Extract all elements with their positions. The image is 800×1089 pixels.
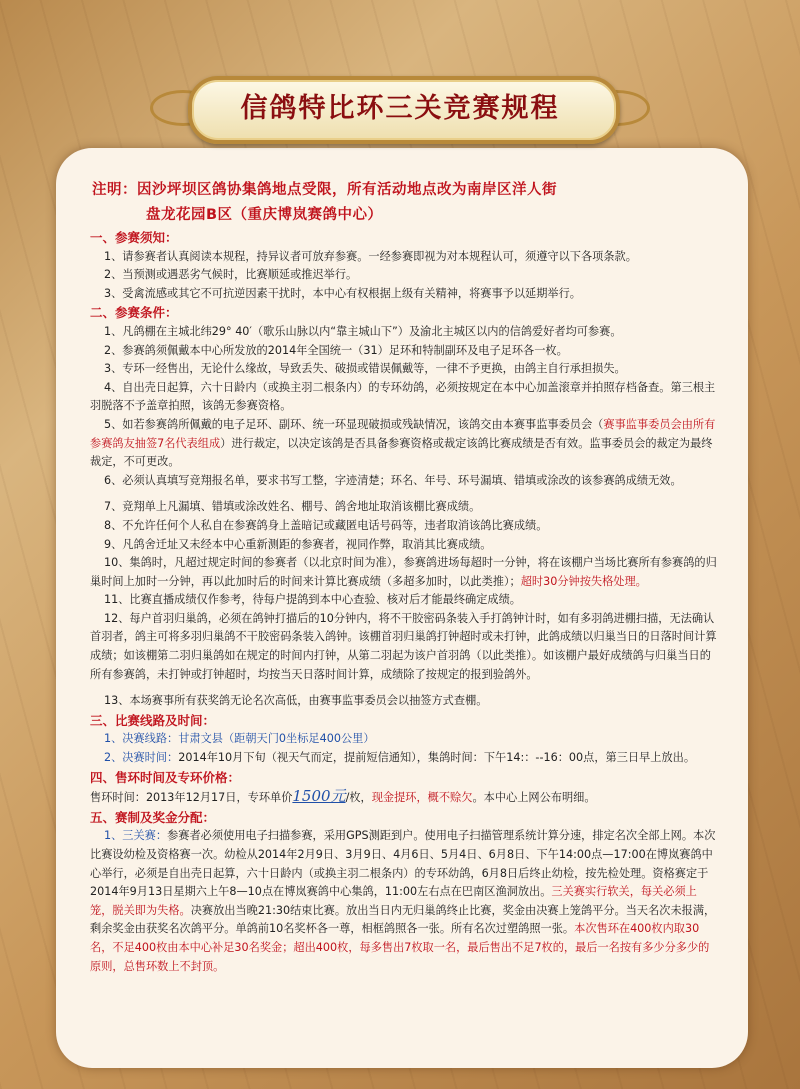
rule-1-3: 3、受禽流感或其它不可抗逆因素干扰时，本中心有权根据上级有关精神，将赛事予以延期举行。	[104, 286, 581, 300]
ring-sale-text-b: /枚，	[345, 791, 372, 805]
rule-2-11: 11、比赛直播成绩仅作参考，待每户提鸽到本中心查验、核对后才能最终确定成绩。	[104, 593, 521, 607]
race-time	[90, 749, 718, 768]
note-line-1: 注明：因沙坪坝区鸽协集鸽地点受限，所有活动地点改为南岸区洋人街	[92, 182, 557, 198]
section-heading-5: 五、赛制及奖金分配：	[90, 809, 216, 825]
rule-2-8: 8、不允许任何个人私自在参赛鸽身上盖暗记或藏匿电话号码等，违者取消该鸽比赛成绩。	[104, 518, 548, 532]
section-heading-3: 三、比赛线路及时间：	[90, 712, 216, 728]
rule-2-13: 13、本场赛事所有获奖鸽无论名次高低，由赛事监事委员会以抽签方式查棚。	[104, 694, 488, 708]
note-line-2: 盘龙花园B区（重庆博岚赛鸽中心）	[146, 207, 383, 223]
three-stage-highlight-2: 本次售环在400枚内取30名，不足400枚由本中心补足30名奖金；超出400枚，每多售出7枚取一名，最后售出不足7枚的，最后一名按有多少分多少的原则，总售环数上不封顶。	[90, 922, 710, 973]
rule-2-10-text: 10、集鸽时，凡超过规定时间的参赛者（以北京时间为准），参赛鸽进场每超时一分钟，将在该棚户当场比赛所有参赛鸽的归巢时间上加时一分钟，再以此加时后的时间来计算比赛成绩（多超多加时，以此类推）；	[90, 556, 717, 588]
ring-sale-info	[90, 787, 718, 808]
race-route: 1、决赛线路：甘肃文县（距朝天门0坐标足400公里）	[104, 732, 375, 746]
section-heading-2: 二、参赛条件：	[90, 305, 178, 321]
race-time-text: 2014年10月下旬（视天气而定，提前短信通知），集鸽时间：下午14:：--16：00点，第三日早上放出。	[178, 751, 696, 765]
page-title: 信鸽特比环三关竞赛规程	[240, 93, 560, 124]
rule-2-10-highlight: 超时30分钟按失格处理。	[520, 574, 647, 588]
ring-sale-text-c: 。本中心上网公布明细。	[472, 791, 596, 805]
three-stage-text-2: 决赛放出当晚21:30结束比赛。放出当日内无归巢鸽终止比赛，奖金由决赛上笼鸽平分。当天名次未报满，剩余奖金由获奖名次鸽平分。单鸽前10名奖杯各一尊，相框鸽照各一张。所有名次过塑鸽照一张。	[90, 903, 716, 936]
section-heading-1: 一、参赛须知：	[90, 230, 178, 245]
section-heading-4: 四、售环时间及专环价格：	[90, 769, 241, 785]
rule-2-7: 7、竞翔单上凡漏填、错填或涂改姓名、棚号、鸽舍地址取消该棚比赛成绩。	[104, 500, 481, 514]
rule-2-9: 9、凡鸽舍迁址又未经本中心重新测距的参赛者，视同作弊，取消其比赛成绩。	[104, 537, 492, 551]
ring-sale-text-a: 售环时间：2013年12月17日，专环单价	[90, 791, 293, 805]
rule-2-6: 6、必须认真填写竞翔报名单，要求书写工整，字迹清楚；环名、年号、环号漏填、错填或涂改的该参赛鸽成绩无效。	[104, 473, 682, 487]
three-stage-label: 1、三关赛：	[104, 829, 168, 843]
rule-2-5-text-a: 5、如若参赛鸽所佩戴的电子足环、副环、统一环显现破损或残缺情况，该鸽交由本赛事监事委员会（	[104, 417, 604, 431]
rule-2-10	[90, 554, 718, 591]
three-stage-text-1: 参赛者必须使用电子扫描参赛，采用GPS测距到户。使用电子扫描管理系统计算分速，排定名次全部上网。本次比赛设幼检及资格赛一次。幼检从2014年2月9日、3月9日、4月6日、5月4日、6月8日、下午14:00点—17:00在博岚赛鸽中心举行，必须是自出壳日起算，六十日龄内（或换主羽二根条内）的专环幼鸽，6月8日后终止幼检，按先检处理。资格赛定于2014年9月13日星期六上午8—10点在博岚赛鸽中心集鸽，11:00左右点在巴南区渔洞放出。	[90, 829, 716, 899]
rule-1-2: 2、当预测或遇恶劣气候时，比赛顺延或推迟举行。	[104, 268, 358, 282]
rule-1-1: 1、请参赛者认真阅读本规程，持异议者可放弃参赛。一经参赛即视为对本规程认可，须遵守以下各项条款。	[104, 249, 637, 263]
rule-2-1: 1、凡鸽棚在主城北纬29° 40′（歌乐山脉以内“靠主城山下”）及渝北主城区以内的信鸽爱好者均可参赛。	[104, 324, 622, 338]
rule-2-5	[90, 416, 718, 472]
rule-2-4: 4、自出壳日起算，六十日龄内（或换主羽二根条内）的专环幼鸽，必须按规定在本中心加盖滚章并拍照存档备查。第三根主羽脱落不予盖章拍照，该鸽无参赛资格。	[90, 380, 716, 413]
title-banner	[150, 64, 650, 148]
rule-2-5-text-c: ）进行裁定，以决定该鸽是否具备参赛资格或裁定该鸽比赛成绩是否有效。监事委员会的裁定为最终裁定，不可更改。	[90, 436, 713, 469]
three-stage-highlight-1: 三关赛实行软关，每关必须上笼，脱关即为失格。	[90, 885, 697, 917]
ring-cash-notice: 现金提环，概不赊欠	[371, 791, 473, 805]
rule-2-12: 12、每户首羽归巢鸽，必须在鸽钟打描后的10分钟内，将不干胶密码条装入手打鸽钟计时，如有多羽鸽进棚扫描，无法确认首羽者，鸽主可将多羽归巢鸽不干胶密码条装入鸽钟。该棚首羽归巢鸽打钟超时或未打钟，此鸽成绩以归巢当日的日落时间计算成绩；如该棚第二羽归巢鸽如在规定的时间内打钟，从第二羽起为该户首羽鸽（以此类推）。如该棚户最好成绩鸽与归巢当日的所有参赛鸽，未打钟或打钟超时，均按当天日落时间计算，成绩除了按规定的报到验鸽外。	[90, 611, 717, 681]
race-time-label: 2、决赛时间：	[104, 751, 179, 765]
rule-2-3: 3、专环一经售出，无论什么缘故，导致丢失、破损或错误佩戴等，一律不予更换，由鸽主自行承担损失。	[104, 362, 626, 376]
ring-price: 1500元	[292, 787, 346, 806]
rule-2-5-highlight: 赛事监事委员会由所有参赛鸽友抽签7名代表组成	[90, 417, 716, 450]
rules-content	[90, 228, 718, 976]
three-stage-rules	[90, 827, 718, 976]
rule-2-2: 2、参赛鸽须佩戴本中心所发放的2014年全国统一（31）足环和特制副环及电子足环各一枚。	[104, 343, 568, 357]
